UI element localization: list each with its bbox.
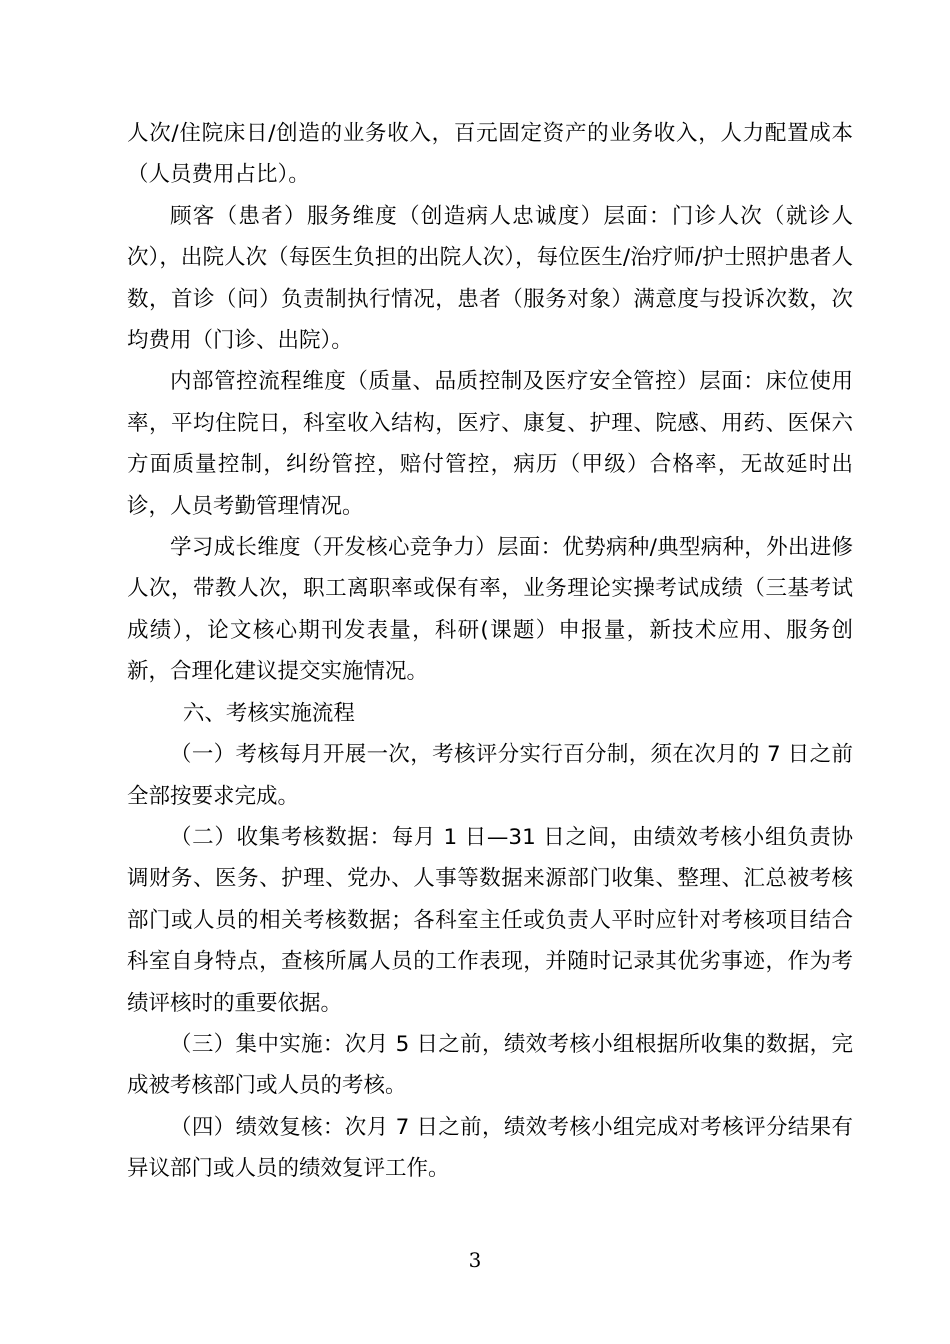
paragraph-internal-process-dimension: 内部管控流程维度（质量、品质控制及医疗安全管控）层面：床位使用率，平均住院日，科室收入结构，医疗、康复、护理、院感、用药、医保六方面质量控制，纠纷管控，赔付管控，病历（甲级）合格率，无故延时出诊，人员考勤管理情况。	[127, 369, 853, 519]
document-body	[127, 113, 853, 1190]
section-heading: 六、考核实施流程	[182, 700, 355, 726]
paragraph-customer-dimension: 顾客（患者）服务维度（创造病人忠诚度）层面：门诊人次（就诊人次），出院人次（每医生负担的出院人次），每位医生/治疗师/护士照护患者人数，首诊（问）负责制执行情况，患者（服务对象）满意度与投诉次数，次均费用（门诊、出院）。	[127, 203, 853, 354]
step-paragraph-3: （三）集中实施：次月 5 日之前，绩效考核小组根据所收集的数据，完成被考核部门或人员的考核。	[127, 1031, 853, 1099]
step-paragraph-2: （二）收集考核数据：每月 1 日—31 日之间，由绩效考核小组负责协调财务、医务、护理、党办、人事等数据来源部门收集、整理、汇总被考核部门或人员的相关考核数据；各科室主任或负责人平时应针对考核项目结合科室自身特点，查核所属人员的工作表现，并随时记录其优劣事迹，作为考绩评核时的重要依据。	[127, 824, 853, 1016]
page-number: 3	[468, 1248, 482, 1272]
step-paragraph-4: （四）绩效复核：次月 7 日之前，绩效考核小组完成对考核评分结果有异议部门或人员的绩效复评工作。	[127, 1114, 853, 1182]
paragraph-learning-growth-dimension: 学习成长维度（开发核心竞争力）层面：优势病种/典型病种，外出进修人次，带教人次，职工离职率或保有率，业务理论实操考试成绩（三基考试成绩），论文核心期刊发表量，科研(课题）申报量，新技术应用、服务创新，合理化建议提交实施情况。	[127, 535, 853, 685]
step-paragraph-1: （一）考核每月开展一次，考核评分实行百分制，须在次月的 7 日之前全部按要求完成。	[127, 742, 853, 809]
paragraph-continuation: 人次/住院床日/创造的业务收入，百元固定资产的业务收入，人力配置成本（人员费用占比）。	[127, 121, 853, 188]
